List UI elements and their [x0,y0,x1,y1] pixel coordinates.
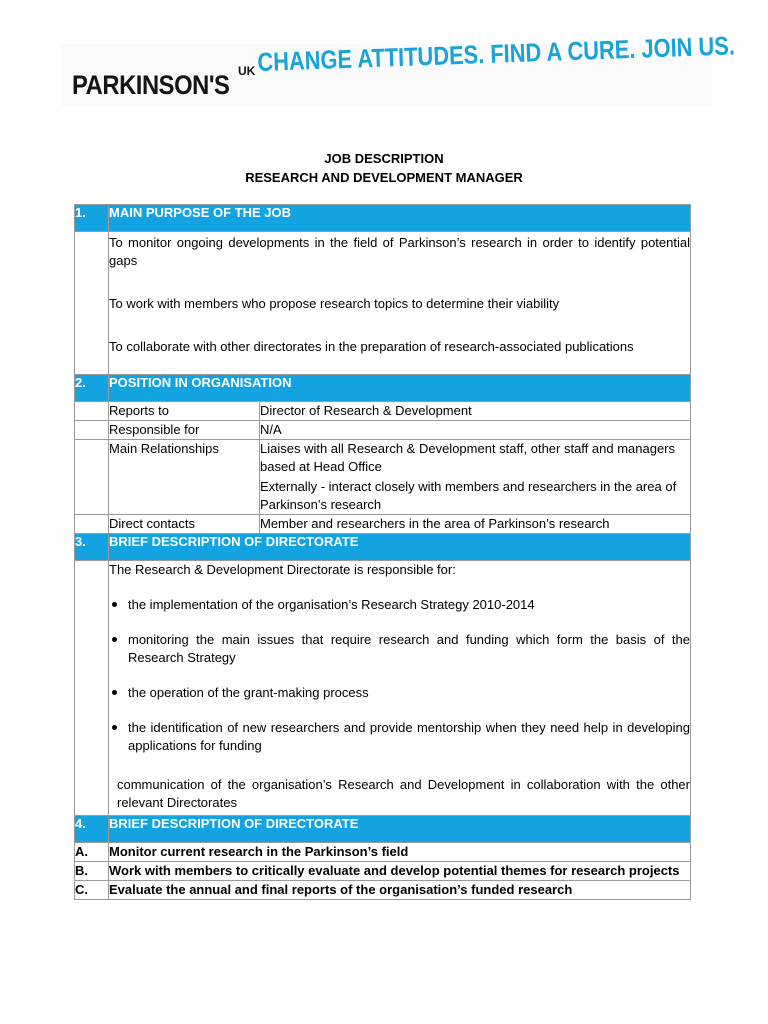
bullet-icon [112,690,117,695]
position-value: Liaises with all Research & Development staff, other staff and managers based at Head Office [260,441,676,474]
bullet-text: the implementation of the organisation’s Research Strategy 2010-2014 [128,597,535,612]
position-row [75,515,691,534]
directorate-closing: communication of the organisation’s Research and Development in collaboration with the other relevant Directorates [117,777,690,810]
empty-cell [75,421,109,440]
task-row [75,843,691,862]
bullet-text: the identification of new researchers and provide mentorship when they need help in developing applications for funding [128,720,690,753]
section-number: 1. [75,205,109,232]
bullet-icon [112,637,117,642]
section-body-1 [75,232,691,375]
section-title: MAIN PURPOSE OF THE JOB [109,205,691,232]
doc-heading: JOB DESCRIPTION [324,151,444,166]
section-header-1 [75,205,691,232]
bullet-icon [112,725,117,730]
position-label: Reports to [109,402,260,421]
bullet-icon [112,602,117,607]
position-value-cell [260,440,691,515]
brand-tagline: CHANGE ATTITUDES. FIND A CURE. JOIN US. [256,30,736,78]
list-item [109,719,690,755]
position-row [75,440,691,515]
position-value: N/A [260,421,691,440]
task-letter: B. [75,862,109,881]
section-title: BRIEF DESCRIPTION OF DIRECTORATE [109,816,691,843]
purpose-cell [109,232,691,375]
section-number: 3. [75,534,109,561]
directorate-intro: The Research & Development Directorate is responsible for: [109,562,456,577]
position-label: Direct contacts [109,515,260,534]
section-title: POSITION IN ORGANISATION [109,375,691,402]
empty-cell [75,232,109,375]
purpose-paragraph: To monitor ongoing developments in the field of Parkinson’s research in order to identify potential gaps [109,235,690,268]
position-value: Member and researchers in the area of Parkinson’s research [260,515,691,534]
list-item [109,631,690,667]
section-title: BRIEF DESCRIPTION OF DIRECTORATE [109,534,691,561]
task-row [75,881,691,900]
section-number: 4. [75,816,109,843]
purpose-paragraph: To collaborate with other directorates in the preparation of research-associated publications [109,339,634,354]
section-header-2 [75,375,691,402]
position-label: Main Relationships [109,440,260,515]
position-row [75,402,691,421]
list-item [109,684,690,702]
brand-logo-suffix: UK [238,64,256,78]
empty-cell [75,561,109,816]
doc-subheading: RESEARCH AND DEVELOPMENT MANAGER [245,170,523,185]
bullet-text: monitoring the main issues that require research and funding which form the basis of the Research Strategy [128,632,690,665]
empty-cell [75,515,109,534]
task-letter: A. [75,843,109,862]
task-letter: C. [75,881,109,900]
section-header-3 [75,534,691,561]
empty-cell [75,440,109,515]
directorate-bullets [109,596,690,755]
task-text: Evaluate the annual and final reports of the organisation’s funded research [109,881,691,900]
task-text: Monitor current research in the Parkinson’s field [109,843,691,862]
directorate-cell [109,561,691,816]
parkinsons-uk-banner [62,30,736,106]
task-text: Work with members to critically evaluate and develop potential themes for research projects [109,862,691,881]
position-label: Responsible for [109,421,260,440]
section-body-3 [75,561,691,816]
brand-logo: PARKINSON'S [72,70,230,100]
section-header-4 [75,816,691,843]
position-value: Externally - interact closely with members and researchers in the area of Parkinson’s research [260,479,677,512]
list-item [109,596,690,614]
purpose-paragraph: To work with members who propose research topics to determine their viability [109,296,560,311]
bullet-text: the operation of the grant-making process [128,685,369,700]
position-value: Director of Research & Development [260,402,691,421]
position-row [75,421,691,440]
task-row [75,862,691,881]
empty-cell [75,402,109,421]
job-description-table [74,204,691,900]
section-number: 2. [75,375,109,402]
